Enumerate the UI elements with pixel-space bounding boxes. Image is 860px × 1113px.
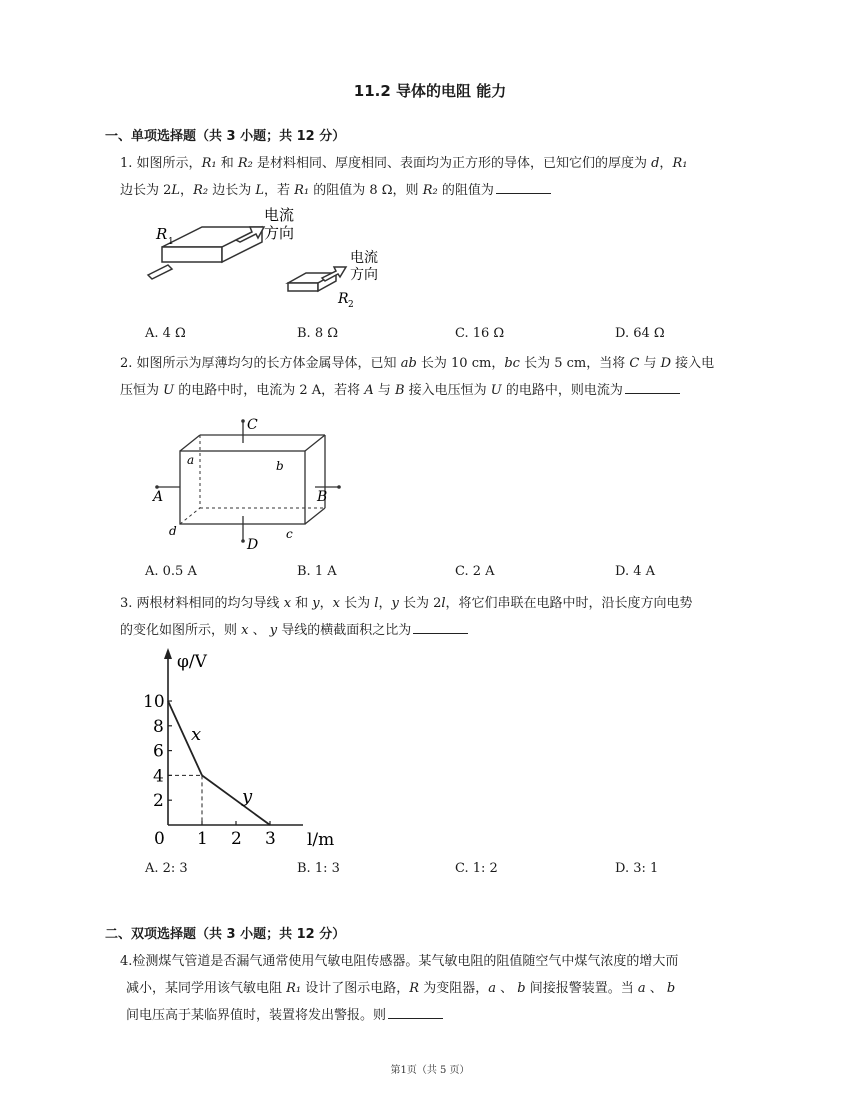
series-line-y: [202, 775, 270, 825]
r2-label-sub: 2: [348, 300, 354, 310]
label-D: D: [247, 537, 259, 553]
y-axis-arrow: [164, 648, 172, 659]
question-number: 2.: [120, 356, 133, 371]
text: ，将它们串联在电路中时，沿长度方向电势: [445, 596, 693, 611]
symbol: R₂: [193, 183, 209, 198]
label-b: b: [276, 459, 284, 473]
symbol: C: [629, 356, 640, 371]
question-number: 1.: [120, 156, 133, 171]
current-label-1: 电流: [264, 206, 295, 224]
label-C: C: [247, 417, 258, 433]
symbol: R₂: [237, 156, 253, 171]
label-d: d: [169, 524, 177, 538]
x-tick-label: 0: [154, 829, 165, 849]
text: 、: [495, 981, 518, 996]
q2-option-c[interactable]: C. 2 A: [455, 564, 495, 579]
r1-label: R: [156, 225, 168, 243]
q2-option-b[interactable]: B. 1 A: [297, 564, 337, 579]
section-heading-double-choice: 二、双项选择题（共 3 小题；共 12 分）: [105, 927, 346, 942]
text: 长为: [340, 596, 375, 611]
symbol: R: [409, 981, 420, 996]
symbol: B: [394, 383, 405, 398]
symbol: R₁: [201, 156, 217, 171]
question-2: [120, 350, 780, 404]
terminal-b-dot: [337, 485, 341, 489]
y-tick-label: 2: [153, 791, 164, 812]
symbol: U: [490, 383, 502, 398]
q1-option-c[interactable]: C. 16 Ω: [455, 326, 505, 341]
q1-option-a[interactable]: A. 4 Ω: [145, 326, 186, 341]
question-3-line-1: [120, 590, 780, 617]
text: 间接报警装置。当: [525, 981, 638, 996]
text: 的阻值为: [437, 183, 494, 198]
series-label-y: y: [242, 786, 253, 808]
r1-label-sub: 1: [168, 237, 174, 247]
symbol: y: [312, 596, 320, 611]
text: 接入电: [671, 356, 715, 371]
x-tick-label: 2: [231, 829, 242, 849]
symbol: R₁: [294, 183, 310, 198]
question-4-line-2: [120, 975, 765, 1002]
symbol: y: [269, 623, 278, 638]
text: 是材料相同、厚度相同、表面均为正方形的导体，已知它们的厚度为: [252, 156, 652, 171]
current-label-2: 电流: [350, 250, 378, 266]
question-3: [120, 590, 780, 644]
text: 接入电压恒为: [404, 383, 491, 398]
text: 减小，某同学用该气敏电阻: [126, 981, 287, 996]
symbol: A: [364, 383, 374, 398]
text: ，若: [263, 183, 295, 198]
question-number: 3.: [120, 596, 133, 611]
direction-label-2: 方向: [350, 267, 378, 283]
y-axis-label: φ/V: [177, 652, 207, 672]
symbol: U: [163, 383, 175, 398]
text: 检测煤气管道是否漏气通常使用气敏电阻传感器。某气敏电阻的阻值随空气中煤气浓度的增大而: [132, 954, 679, 969]
symbol: d: [651, 156, 660, 171]
section-heading-single-choice: 一、单项选择题（共 3 小题；共 12 分）: [105, 129, 346, 144]
question-4-line-3: [120, 1002, 765, 1029]
y-tick-label: 10: [143, 692, 165, 712]
r2-label: R: [338, 291, 349, 307]
question-3-line-2: [120, 617, 780, 644]
text: 和: [216, 156, 238, 171]
text: 设计了图示电路，: [301, 981, 410, 996]
symbol: D: [660, 356, 672, 371]
symbol: ab: [400, 356, 417, 371]
question-2-line-1: [120, 350, 780, 377]
r1-input-lead: [148, 265, 172, 279]
question-number: 4.: [120, 954, 133, 969]
text: 边长为 2: [120, 183, 172, 198]
page-footer: 第1页（共 5 页）: [390, 1065, 470, 1076]
text: 、: [248, 623, 270, 638]
text: 、: [645, 981, 667, 996]
symbol: b: [666, 981, 676, 996]
question-1: [120, 150, 780, 204]
answer-blank[interactable]: [388, 1006, 443, 1019]
label-a: a: [187, 453, 195, 467]
text: 间电压高于某临界值时，装置将发出警报。则: [126, 1008, 387, 1023]
answer-blank[interactable]: [413, 621, 468, 634]
symbol: l: [441, 596, 446, 611]
text: 的电路中，则电流为: [501, 383, 623, 398]
x-axis-label: l/m: [307, 830, 335, 850]
symbol: R₁: [672, 156, 688, 171]
question-2-line-2: [120, 377, 780, 404]
text: 为变阻器，: [419, 981, 489, 996]
text: 与: [639, 356, 661, 371]
q1-option-d[interactable]: D. 64 Ω: [615, 326, 665, 341]
question-4-line-1: [120, 948, 765, 975]
series-label-x: x: [191, 724, 202, 746]
symbol: a: [488, 981, 496, 996]
chart-series: [168, 701, 270, 825]
chart-guides: [168, 775, 202, 825]
y-tick-label: 4: [153, 766, 164, 787]
symbol: l: [374, 596, 379, 611]
direction-label-1: 方向: [264, 224, 295, 242]
symbol: x: [241, 623, 249, 638]
text: ，: [180, 183, 194, 198]
text: 和: [291, 596, 313, 611]
figure-q3-potential-chart: [135, 645, 350, 855]
box-hidden-edge-d: [180, 508, 200, 524]
label-c: c: [286, 527, 293, 541]
text: 长为 10 cm，: [416, 356, 505, 371]
question-1-line-2: [120, 177, 780, 204]
q1-option-b[interactable]: B. 8 Ω: [297, 326, 338, 341]
text: 与: [373, 383, 395, 398]
q2-option-d[interactable]: D. 4 A: [615, 564, 656, 579]
terminal-c-dot: [241, 419, 245, 423]
figure-q1-conductors: [140, 205, 400, 310]
symbol: R₁: [286, 981, 302, 996]
x-tick-label: 3: [265, 829, 276, 849]
page-title: 11.2 导体的电阻 能力: [353, 82, 507, 100]
text: 导线的横截面积之比为: [277, 623, 412, 638]
text: 如图所示，: [136, 156, 202, 171]
question-4: [120, 948, 765, 1029]
label-B: B: [317, 489, 328, 505]
box-front-face: [180, 451, 305, 524]
symbol: b: [517, 981, 526, 996]
text: 的变化如图所示，则: [120, 623, 242, 638]
symbol: x: [332, 596, 341, 611]
symbol: R₂: [422, 183, 438, 198]
figure-q2-box-conductor: [145, 413, 345, 555]
text: ，: [319, 596, 333, 611]
text: 两根材料相同的均匀导线: [136, 596, 284, 611]
symbol: L: [255, 183, 264, 198]
terminal-d-dot: [241, 539, 245, 543]
x-tick-label: 1: [197, 829, 208, 849]
answer-blank[interactable]: [496, 181, 551, 194]
symbol: bc: [504, 356, 520, 371]
q3-option-d[interactable]: D. 3: 1: [615, 861, 659, 876]
q3-option-c[interactable]: C. 1: 2: [455, 861, 498, 876]
y-tick-label: 8: [153, 716, 164, 737]
symbol: a: [637, 981, 646, 996]
text: 如图所示为厚薄均匀的长方体金属导体，已知: [136, 356, 401, 371]
box-edge-a: [180, 435, 200, 451]
q3-option-b[interactable]: B. 1: 3: [297, 861, 340, 876]
y-tick-label: 6: [153, 741, 164, 762]
text: 的阻值为 8 Ω，则: [309, 183, 423, 198]
q3-option-a[interactable]: A. 2: 3: [145, 861, 188, 876]
answer-blank[interactable]: [625, 381, 680, 394]
symbol: x: [283, 596, 292, 611]
box-edge-c: [305, 508, 325, 524]
q2-option-a[interactable]: A. 0.5 A: [145, 564, 197, 579]
text: 边长为: [208, 183, 256, 198]
text: 的电路中时，电流为 2 A，若将: [174, 383, 365, 398]
text: ，: [659, 156, 673, 171]
text: 长为 5 cm，当将: [519, 356, 630, 371]
text: 长为 2: [398, 596, 442, 611]
question-1-line-1: [120, 150, 780, 177]
r1-front-face: [162, 247, 222, 262]
text: 压恒为: [120, 383, 164, 398]
label-A: A: [153, 489, 164, 505]
symbol: y: [391, 596, 399, 611]
box-edge-b: [305, 435, 325, 451]
r2-front-face: [288, 283, 318, 291]
text: ，: [378, 596, 392, 611]
symbol: L: [171, 183, 181, 198]
